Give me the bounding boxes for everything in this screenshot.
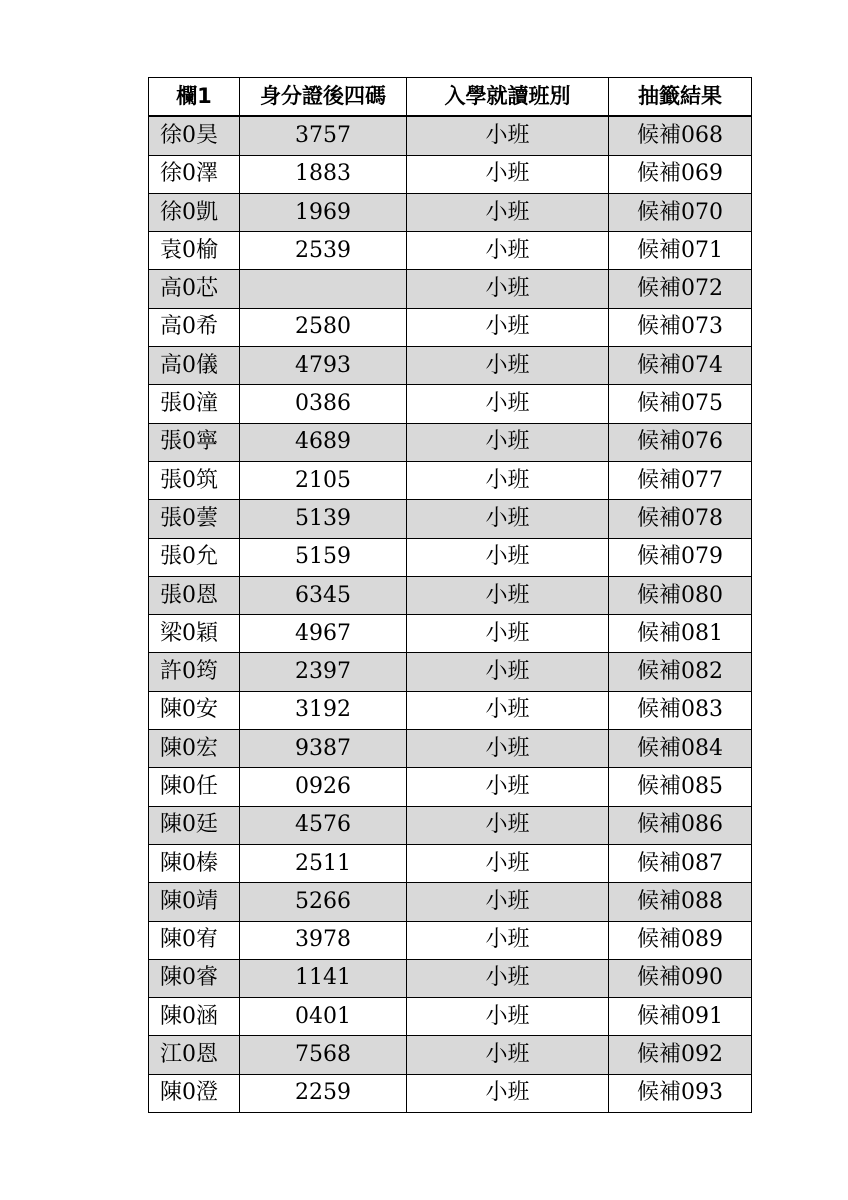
table-row [149,730,752,768]
cell-name: 陳0睿 [149,959,240,997]
table-row [149,576,752,614]
cell-name: 徐0澤 [149,155,240,193]
cell-name: 袁0榆 [149,232,240,270]
cell-result: 候補085 [609,768,752,806]
cell-id-last4: 3978 [240,921,407,959]
cell-name: 陳0宥 [149,921,240,959]
cell-name: 張0允 [149,538,240,576]
cell-class: 小班 [407,653,609,691]
cell-class: 小班 [407,730,609,768]
table-row [149,347,752,385]
cell-id-last4: 7568 [240,1036,407,1074]
table-row [149,883,752,921]
table-row [149,844,752,882]
cell-id-last4: 4793 [240,347,407,385]
table-row [149,1036,752,1074]
cell-id-last4: 4967 [240,615,407,653]
cell-result: 候補078 [609,500,752,538]
cell-class: 小班 [407,768,609,806]
table-row [149,691,752,729]
cell-id-last4: 1883 [240,155,407,193]
cell-result: 候補074 [609,347,752,385]
cell-name: 梁0穎 [149,615,240,653]
cell-id-last4: 3757 [240,116,407,155]
table-row [149,193,752,231]
cell-class: 小班 [407,155,609,193]
cell-result: 候補075 [609,385,752,423]
cell-name: 許0筠 [149,653,240,691]
cell-class: 小班 [407,116,609,155]
cell-name: 張0恩 [149,576,240,614]
cell-class: 小班 [407,423,609,461]
table-row [149,116,752,155]
table-header [149,78,752,117]
header-row [149,78,752,117]
table-body [149,116,752,1112]
table-row [149,500,752,538]
cell-result: 候補091 [609,998,752,1036]
cell-name: 陳0廷 [149,806,240,844]
cell-id-last4: 5266 [240,883,407,921]
cell-id-last4: 2397 [240,653,407,691]
cell-result: 候補090 [609,959,752,997]
cell-id-last4: 0401 [240,998,407,1036]
table-row [149,385,752,423]
cell-id-last4: 4576 [240,806,407,844]
cell-class: 小班 [407,500,609,538]
cell-result: 候補092 [609,1036,752,1074]
cell-id-last4: 2580 [240,308,407,346]
cell-id-last4: 1969 [240,193,407,231]
cell-id-last4: 3192 [240,691,407,729]
cell-class: 小班 [407,308,609,346]
table-row [149,308,752,346]
cell-result: 候補079 [609,538,752,576]
cell-name: 徐0凱 [149,193,240,231]
cell-id-last4 [240,270,407,308]
cell-result: 候補087 [609,844,752,882]
cell-id-last4: 2105 [240,461,407,499]
cell-result: 候補077 [609,461,752,499]
cell-class: 小班 [407,998,609,1036]
cell-class: 小班 [407,576,609,614]
cell-class: 小班 [407,806,609,844]
cell-result: 候補072 [609,270,752,308]
cell-class: 小班 [407,959,609,997]
cell-result: 候補088 [609,883,752,921]
cell-result: 候補073 [609,308,752,346]
cell-name: 高0希 [149,308,240,346]
table-row [149,155,752,193]
table-row [149,538,752,576]
cell-id-last4: 9387 [240,730,407,768]
cell-name: 高0儀 [149,347,240,385]
cell-name: 徐0昊 [149,116,240,155]
cell-class: 小班 [407,461,609,499]
table-row [149,1074,752,1112]
header-result: 抽籤結果 [609,78,752,117]
cell-name: 陳0任 [149,768,240,806]
cell-class: 小班 [407,270,609,308]
table-row [149,615,752,653]
cell-result: 候補070 [609,193,752,231]
cell-class: 小班 [407,921,609,959]
cell-name: 江0恩 [149,1036,240,1074]
header-class: 入學就讀班別 [407,78,609,117]
cell-class: 小班 [407,538,609,576]
cell-name: 張0寧 [149,423,240,461]
cell-result: 候補071 [609,232,752,270]
header-name: 欄1 [149,78,240,117]
cell-id-last4: 5139 [240,500,407,538]
cell-result: 候補083 [609,691,752,729]
table-row [149,806,752,844]
table-row [149,232,752,270]
cell-id-last4: 6345 [240,576,407,614]
cell-name: 高0芯 [149,270,240,308]
cell-class: 小班 [407,1074,609,1112]
cell-result: 候補082 [609,653,752,691]
cell-result: 候補086 [609,806,752,844]
cell-name: 陳0宏 [149,730,240,768]
cell-name: 陳0靖 [149,883,240,921]
cell-result: 候補069 [609,155,752,193]
table-row [149,270,752,308]
cell-result: 候補093 [609,1074,752,1112]
cell-id-last4: 2511 [240,844,407,882]
cell-class: 小班 [407,1036,609,1074]
table-row [149,959,752,997]
table-row [149,423,752,461]
cell-name: 陳0涵 [149,998,240,1036]
cell-id-last4: 0926 [240,768,407,806]
cell-result: 候補076 [609,423,752,461]
cell-name: 張0蕓 [149,500,240,538]
cell-result: 候補084 [609,730,752,768]
cell-result: 候補089 [609,921,752,959]
cell-name: 陳0澄 [149,1074,240,1112]
cell-class: 小班 [407,615,609,653]
table-row [149,921,752,959]
cell-class: 小班 [407,193,609,231]
lottery-result-table [148,77,752,1113]
table-row [149,768,752,806]
table-row [149,998,752,1036]
cell-id-last4: 5159 [240,538,407,576]
cell-class: 小班 [407,385,609,423]
cell-name: 陳0榛 [149,844,240,882]
cell-result: 候補081 [609,615,752,653]
table-row [149,653,752,691]
table-row [149,461,752,499]
cell-id-last4: 4689 [240,423,407,461]
cell-id-last4: 0386 [240,385,407,423]
cell-class: 小班 [407,691,609,729]
cell-result: 候補080 [609,576,752,614]
cell-class: 小班 [407,883,609,921]
header-id-last4: 身分證後四碼 [240,78,407,117]
cell-class: 小班 [407,232,609,270]
cell-id-last4: 1141 [240,959,407,997]
cell-id-last4: 2539 [240,232,407,270]
cell-id-last4: 2259 [240,1074,407,1112]
cell-name: 陳0安 [149,691,240,729]
cell-result: 候補068 [609,116,752,155]
cell-name: 張0筑 [149,461,240,499]
cell-class: 小班 [407,347,609,385]
cell-name: 張0潼 [149,385,240,423]
cell-class: 小班 [407,844,609,882]
